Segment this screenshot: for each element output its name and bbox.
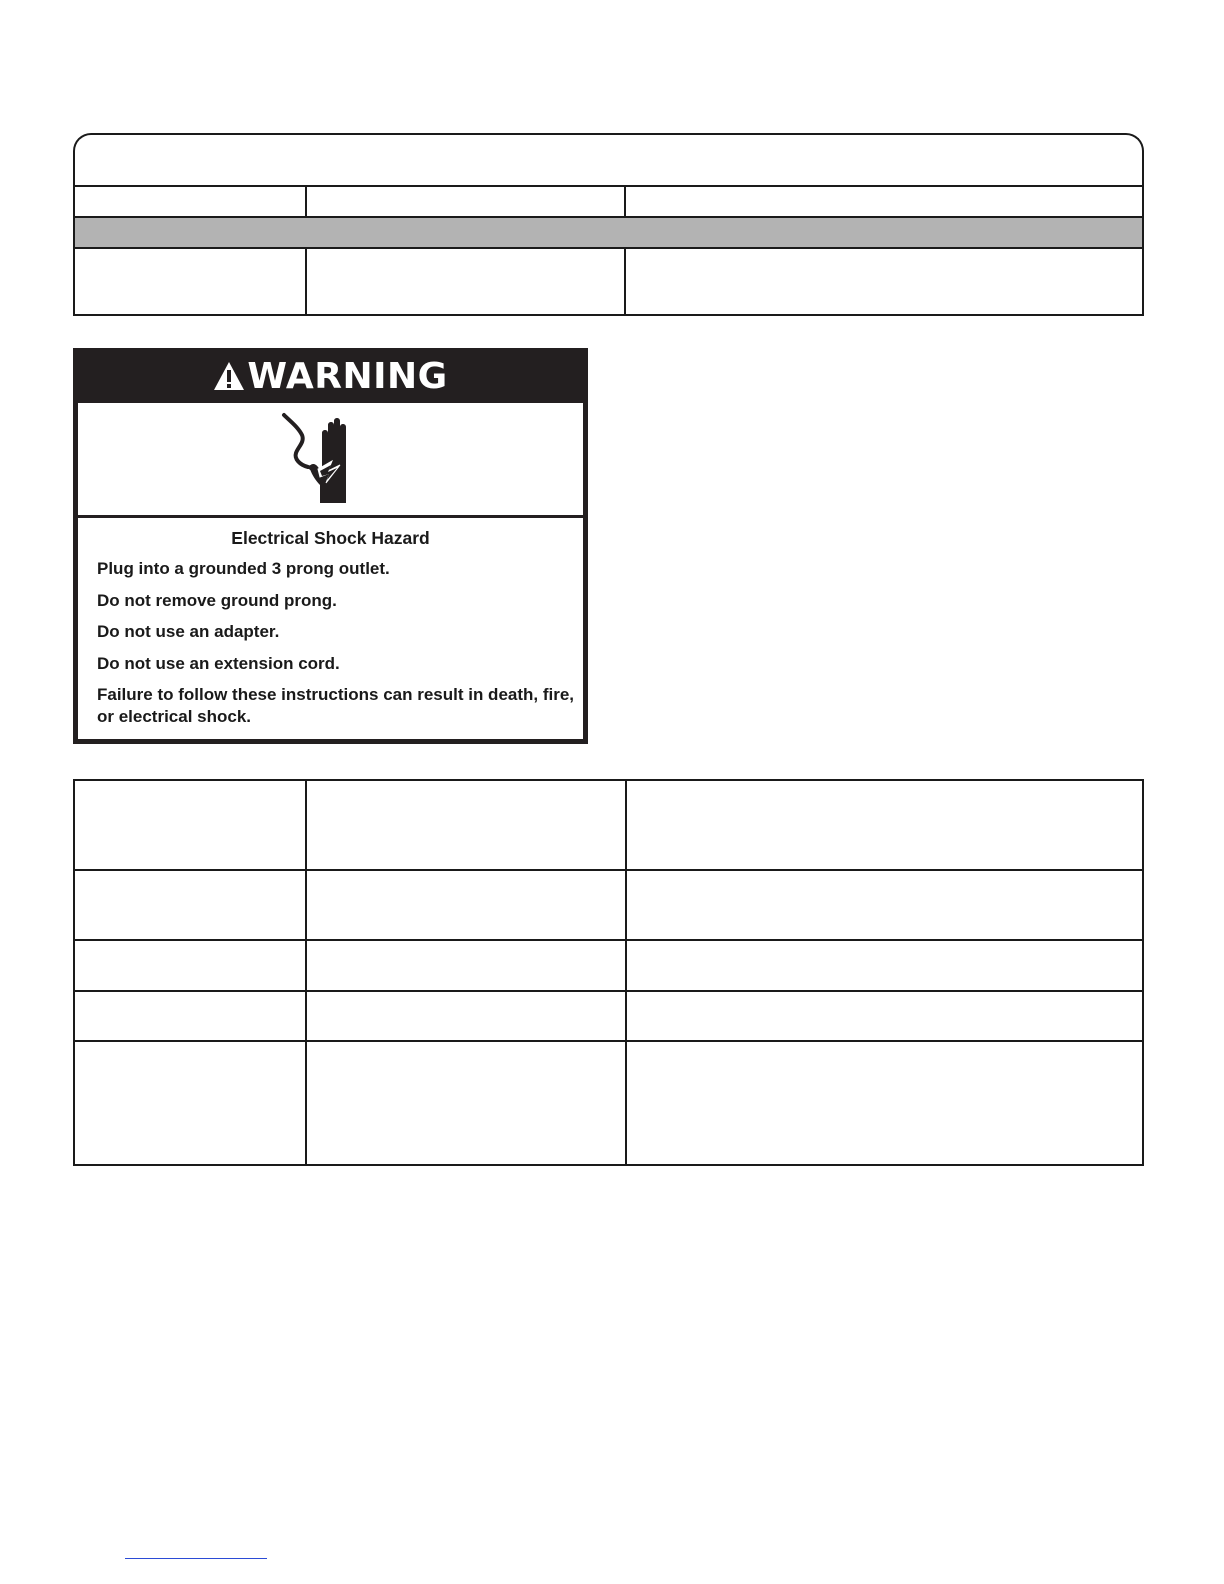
column-header-cause <box>307 187 624 216</box>
instruction-item: Do not use an extension cord. <box>97 654 340 673</box>
electrical-shock-hand-icon <box>278 411 370 507</box>
hazard-title: Electrical Shock Hazard <box>231 528 430 548</box>
table-row <box>75 781 305 869</box>
footer-link[interactable] <box>125 1558 267 1559</box>
troubleshooting-table-top <box>73 133 1144 316</box>
column-header-solution <box>626 187 1142 216</box>
table-row <box>75 941 305 990</box>
table-row <box>75 1042 305 1164</box>
section-band <box>75 218 1142 248</box>
column-divider <box>305 781 307 1164</box>
instruction-item: Do not remove ground prong. <box>97 591 337 610</box>
column-header-problem <box>75 187 305 216</box>
table-grid <box>73 185 1144 316</box>
warning-box <box>73 348 588 744</box>
troubleshooting-table-bottom <box>73 779 1144 1166</box>
warning-label: WARNING <box>247 356 448 397</box>
table-cell <box>75 249 305 314</box>
table-cell <box>626 249 1142 314</box>
table-cell <box>307 249 624 314</box>
instruction-item: Do not use an adapter. <box>97 622 280 641</box>
instruction-item: Failure to follow these instructions can result in death, fire, or electrical shock. <box>97 685 575 726</box>
warning-pictogram <box>76 403 585 518</box>
instruction-item: Plug into a grounded 3 prong outlet. <box>97 559 390 578</box>
warning-triangle-icon <box>213 361 245 391</box>
warning-text-panel <box>76 518 585 741</box>
table-row <box>75 992 305 1040</box>
warning-header <box>76 351 585 403</box>
table-row <box>75 871 305 939</box>
table-title-bar <box>73 133 1144 186</box>
column-divider <box>625 781 627 1164</box>
